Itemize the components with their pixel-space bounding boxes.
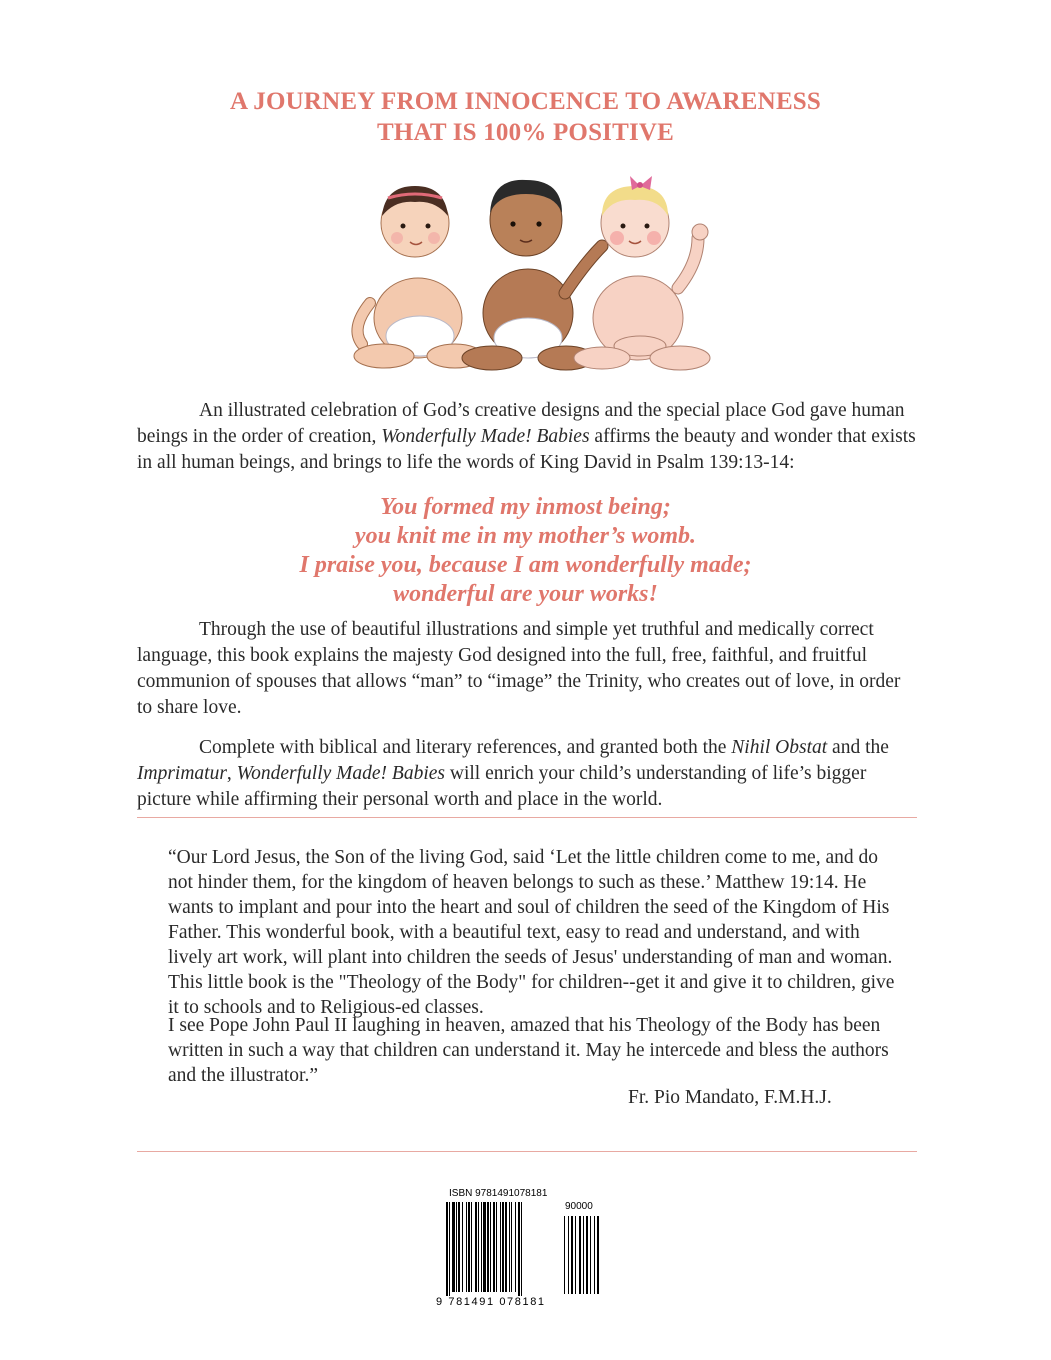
isbn-label: ISBN 9781491078181 bbox=[449, 1188, 548, 1199]
psalm-line-4: wonderful are your works! bbox=[393, 581, 658, 607]
book-title-italic: Wonderfully Made! Babies bbox=[381, 426, 590, 447]
babies-illustration bbox=[340, 168, 720, 378]
baby-left bbox=[354, 186, 483, 368]
baby-middle bbox=[462, 180, 602, 370]
nihil-obstat-italic: Nihil Obstat bbox=[731, 737, 828, 758]
price-code: 90000 bbox=[565, 1201, 593, 1212]
paragraph3-text-b: and the bbox=[827, 737, 889, 758]
psalm-line-3: I praise you, because I am wonderfully made; bbox=[299, 552, 752, 578]
psalm-quote bbox=[0, 493, 1051, 609]
paragraph3-text-d: will enrich your child’s understanding of life’s bigger picture while affirming their personal worth and place in the world. bbox=[137, 763, 867, 810]
psalm-line-2: you knit me in my mother’s womb. bbox=[354, 523, 697, 549]
description-paragraph-2: Through the use of beautiful illustrations and simple yet truthful and medically correct language, this book explains the majesty God designed into the full, free, faithful, and fruitful communion of spouses that allows “man” to “image” the Trinity, who creates out of love, in order to share love. bbox=[137, 619, 901, 718]
isbn-digits: 9 781491 078181 bbox=[436, 1296, 546, 1308]
endorsement-attribution: Fr. Pio Mandato, F.M.H.J. bbox=[628, 1087, 832, 1108]
baby-right bbox=[574, 176, 710, 370]
psalm-line-1: You formed my inmost being; bbox=[380, 494, 671, 520]
barcode-icon bbox=[444, 1200, 610, 1300]
paragraph3-text-c: , bbox=[226, 763, 237, 784]
description-paragraph-1 bbox=[137, 398, 917, 476]
endorsement-quote-1: “Our Lord Jesus, the Son of the living God, said ‘Let the little children come to me, and do not hinder them, for the kingdom of heaven belongs to such as these.’ Matthew 19:14. He wants to implant and pour into the heart and soul of children the seed of the Kingdom of His Father. This wonderful book, with a beautiful text, easy to read and understand, and with lively art work, will plant into children the seeds of Jesus' understanding of man and woman. This little book is the "Theology of the Body" for children--get it and give it to children, give it to schools and to Religious-ed classes. bbox=[168, 847, 895, 1018]
paragraph3-text-a: Complete with biblical and literary references, and granted both the bbox=[199, 737, 732, 758]
paragraph1-text-a: An illustrated celebration of God’s creative designs and the special place God gave human beings in the order of creation, bbox=[137, 400, 905, 447]
headline-line-1: A JOURNEY FROM INNOCENCE TO AWARENESS bbox=[229, 88, 822, 115]
headline bbox=[0, 86, 1051, 148]
divider-top bbox=[137, 817, 917, 818]
description-paragraph-3 bbox=[137, 735, 917, 813]
book-title-italic-2: Wonderfully Made! Babies bbox=[236, 763, 445, 784]
paragraph1-text-b: affirms the beauty and wonder that exists in all human beings, and brings to life the words of King David in Psalm 139:13-14: bbox=[137, 426, 916, 473]
headline-line-2: THAT IS 100% POSITIVE bbox=[376, 119, 675, 146]
divider-bottom bbox=[137, 1151, 917, 1152]
endorsement-quote-2: I see Pope John Paul II laughing in heaven, amazed that his Theology of the Body has been written in such a way that children can understand it. May he intercede and bless the authors and the illustrator.” bbox=[168, 1015, 889, 1086]
imprimatur-italic: Imprimatur bbox=[137, 763, 227, 784]
